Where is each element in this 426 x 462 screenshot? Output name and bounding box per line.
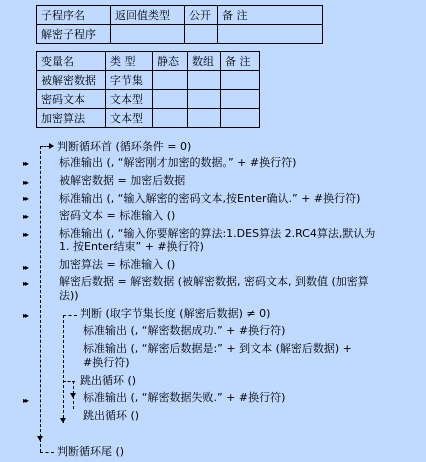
- var-type-cell[interactable]: 文本型: [106, 109, 153, 128]
- flow-arrow-icon: [49, 143, 54, 149]
- code-line[interactable]: 标准输出 (, “解密数据失败.” + #换行符): [83, 391, 286, 404]
- code-line-continued[interactable]: #换行符): [83, 356, 130, 369]
- var-name-cell[interactable]: 被解密数据: [37, 71, 106, 90]
- if-flow-line: [63, 315, 64, 423]
- var-type-cell[interactable]: 字节集: [106, 71, 153, 90]
- code-line[interactable]: 标准输出 (, “解密后数据是:” + 到文本 (解密后数据) +: [83, 342, 352, 355]
- code-line[interactable]: 标准输出 (, “解密数据成功.” + #换行符): [83, 324, 286, 337]
- line-marker-icon[interactable]: ▸▸: [23, 230, 28, 239]
- line-marker-icon[interactable]: ▸▸: [23, 159, 28, 168]
- code-line-if[interactable]: 判断 (取字节集长度 (解密后数据) ≠ 0): [80, 307, 271, 320]
- header-cell: 公开: [185, 6, 218, 25]
- header-cell: 备 注: [218, 6, 323, 25]
- flow-arrow-icon: [60, 418, 66, 423]
- code-line[interactable]: 被解密数据 = 加密后数据: [59, 174, 186, 187]
- if-flow-line: [63, 315, 77, 316]
- flow-arrow-icon: [37, 436, 43, 441]
- header-cell: 返回值类型: [111, 6, 185, 25]
- code-line[interactable]: 解密后数据 = 解密数据 (被解密数据, 密码文本, 到数值 (加密算: [59, 275, 369, 288]
- var-type-cell[interactable]: 文本型: [106, 90, 153, 109]
- subroutine-name-cell[interactable]: 解密子程序: [37, 25, 111, 44]
- line-marker-icon[interactable]: ▸▸: [23, 311, 28, 320]
- header-cell: 静态: [153, 52, 188, 71]
- loop-flow-line: [40, 146, 41, 452]
- loop-flow-line: [40, 452, 54, 453]
- var-name-cell[interactable]: 加密算法: [37, 109, 106, 128]
- code-line[interactable]: 密码文本 = 标准输入 (): [59, 209, 176, 222]
- code-line-continued[interactable]: 法)): [59, 289, 79, 302]
- code-line[interactable]: 标准输出 (, “解密刚才加密的数据。” + #换行符): [59, 156, 297, 169]
- var-name-cell[interactable]: 密码文本: [37, 90, 106, 109]
- header-cell: 备 注: [221, 52, 260, 71]
- line-marker-icon[interactable]: ▸▸: [23, 212, 28, 221]
- line-marker-icon[interactable]: ▸▸: [23, 279, 28, 288]
- code-line[interactable]: 标准输出 (, “输入解密的密码文本,按Enter确认.” + #换行符): [59, 192, 361, 205]
- code-line[interactable]: 跳出循环 (): [83, 409, 140, 422]
- code-line-loop-start[interactable]: 判断循环首 (循环条件 = 0): [57, 140, 192, 153]
- line-marker-icon[interactable]: ▸▸: [23, 263, 28, 272]
- line-marker-icon[interactable]: ▸▸: [23, 194, 28, 203]
- line-marker-icon[interactable]: ▸▸: [23, 178, 28, 187]
- code-line[interactable]: 加密算法 = 标准输入 (): [59, 258, 176, 271]
- header-cell: 类 型: [106, 52, 153, 71]
- header-cell: 子程序名: [37, 6, 111, 25]
- code-line[interactable]: 跳出循环 (): [80, 374, 137, 387]
- line-marker-icon[interactable]: ▸▸: [23, 396, 28, 405]
- code-line[interactable]: 标准输出 (, “输入你要解密的算法:1.DES算法 2.RC4算法,默认为: [59, 227, 376, 240]
- header-cell: 变量名: [37, 52, 106, 71]
- code-line-loop-end[interactable]: 判断循环尾 (): [57, 445, 125, 458]
- header-cell: 数组: [188, 52, 221, 71]
- code-line-continued[interactable]: 1. 按Enter结束” + #换行符): [59, 240, 204, 253]
- flow-arrow-icon: [70, 393, 76, 398]
